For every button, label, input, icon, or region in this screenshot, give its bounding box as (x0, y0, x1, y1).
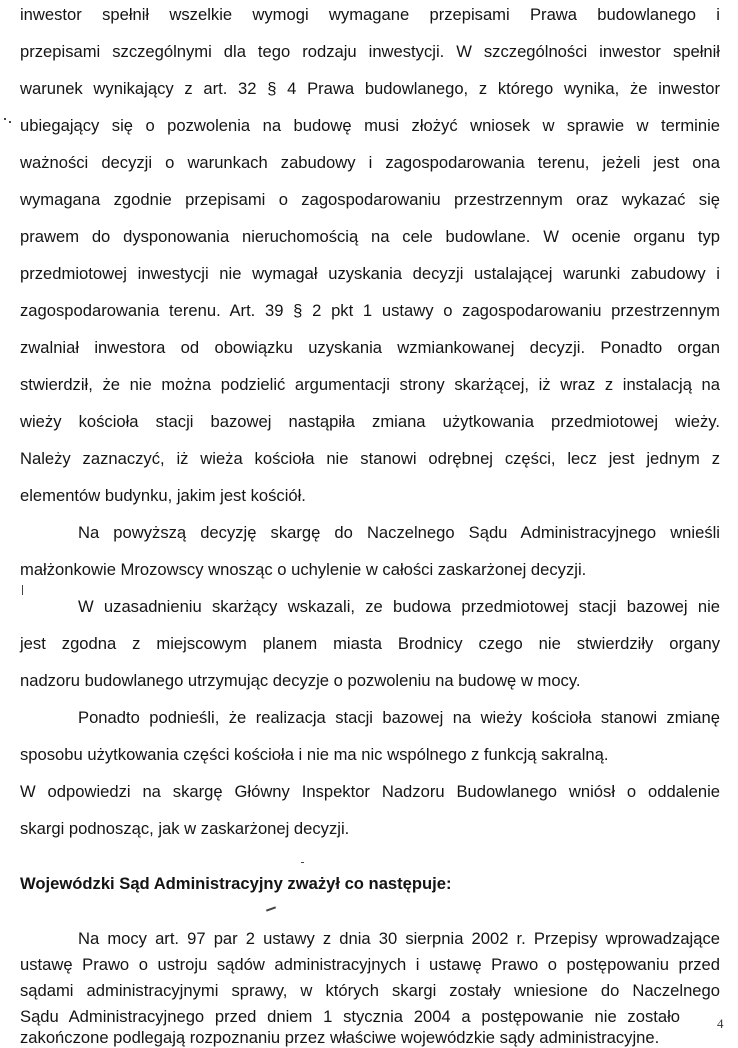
text-line: jest zgodna z miejscowym planem miasta Brodnicy czego nie stwierdziły organy (20, 634, 720, 653)
text-line: Na mocy art. 97 par 2 ustawy z dnia 30 sierpnia 2002 r. Przepisy wprowadzające (78, 929, 720, 948)
text-line: wymagana zgodnie przepisami o zagospodarowaniu przestrzennym oraz wykazać się (20, 190, 720, 209)
scan-speck (4, 118, 6, 120)
section-heading: Wojewódzki Sąd Administracyjny zważył co następuje: (20, 874, 452, 893)
text-line: skargi podnosząc, jak w zaskarżonej decyzji. (20, 819, 350, 838)
scan-speck (9, 121, 11, 123)
text-line: ubiegający się o pozwolenia na budowę musi złożyć wniosek w sprawie w terminie (20, 116, 720, 135)
text-line: Sądu Administracyjnego przed dniem 1 stycznia 2004 a postępowanie nie zostało (20, 1007, 680, 1026)
scan-speck (301, 862, 304, 863)
text-line: Ponadto podnieśli, że realizacja stacji bazowej na wieży kościoła stanowi zmianę (78, 708, 720, 727)
text-line: warunek wynikający z art. 32 § 4 Prawa budowlanego, z którego wynika, że inwestor (20, 79, 720, 98)
page-number: 4 (717, 1016, 724, 1031)
text-line: przedmiotowej inwestycji nie wymagał uzyskania decyzji ustalającej warunki zabudowy i (20, 264, 720, 283)
text-line: wieży kościoła stacji bazowej nastąpiła zmiana użytkowania przedmiotowej wieży. (20, 412, 720, 431)
text-line: ustawę Prawo o ustroju sądów administracyjnych i ustawę Prawo o postępowaniu przed (20, 955, 720, 974)
text-line: zakończone podlegają rozpoznaniu przez właściwe wojewódzkie sądy administracyjne. (20, 1028, 660, 1047)
text-line: małżonkowie Mrozowscy wnosząc o uchylenie w całości zaskarżonej decyzji. (20, 560, 587, 579)
text-line: sposobu użytkowania części kościoła i nie ma nic wspólnego z funkcją sakralną. (20, 745, 609, 764)
text-line: nadzoru budowlanego utrzymując decyzje o pozwoleniu na budowę w mocy. (20, 671, 581, 690)
scan-mark (266, 906, 276, 911)
text-line: ważności decyzji o warunkach zabudowy i zagospodarowania terenu, jeżeli jest ona (20, 153, 720, 172)
text-line: elementów budynku, jakim jest kościół. (20, 486, 306, 505)
text-line: inwestor spełnił wszelkie wymogi wymagane przepisami Prawa budowlanego i (20, 5, 720, 24)
scan-speck (22, 585, 23, 595)
text-line: Na powyższą decyzję skargę do Naczelnego Sądu Administracyjnego wnieśli (78, 523, 720, 542)
text-line: zwalniał inwestora od obowiązku uzyskania wzmiankowanej decyzji. Ponadto organ (20, 338, 720, 357)
text-line: zagospodarowania terenu. Art. 39 § 2 pkt 1 ustawy o zagospodarowaniu przestrzennym (20, 301, 720, 320)
text-line: W odpowiedzi na skargę Główny Inspektor Nadzoru Budowlanego wniósł o oddalenie (20, 782, 720, 801)
text-line: przepisami szczególnymi dla tego rodzaju inwestycji. W szczególności inwestor spełnił (20, 42, 720, 61)
text-line: Należy zaznaczyć, iż wieża kościoła nie stanowi odrębnej części, lecz jest jednym z (20, 449, 720, 468)
text-line: W uzasadnieniu skarżący wskazali, ze budowa przedmiotowej stacji bazowej nie (78, 597, 720, 616)
text-line: stwierdził, że nie można podzielić argumentacji strony skarżącej, iż wraz z instalacją na (20, 375, 720, 394)
text-line: prawem do dysponowania nieruchomością na cele budowlane. W ocenie organu typ (20, 227, 720, 246)
text-line: sądami administracyjnymi sprawy, w których skargi zostały wniesione do Naczelnego (20, 981, 720, 1000)
